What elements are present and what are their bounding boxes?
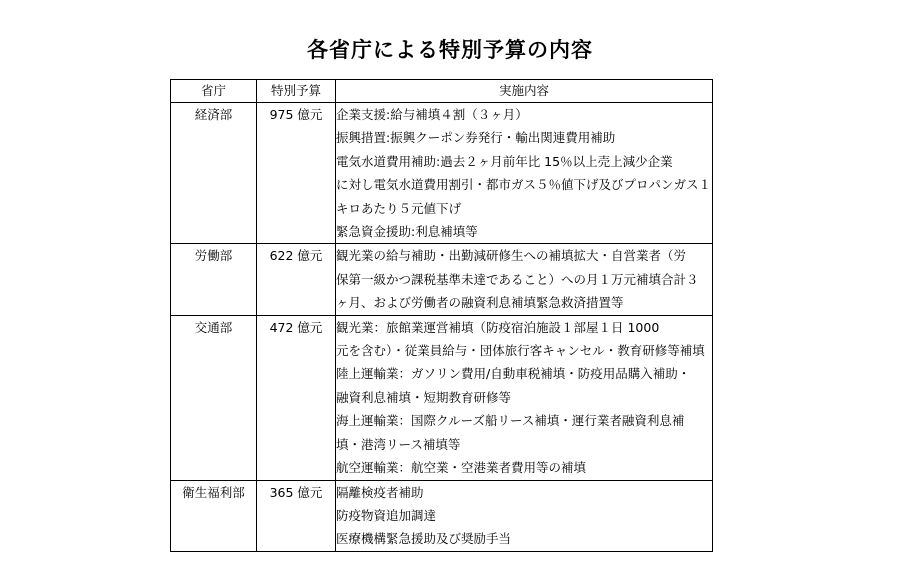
- page-title: 各省庁による特別予算の内容: [307, 38, 593, 62]
- table-row: [171, 103, 713, 244]
- table-row: [171, 244, 713, 315]
- ministry-cell: 経済部: [171, 103, 257, 244]
- amount-cell: 365 億元: [257, 480, 336, 551]
- content-line: 保第一級かつ課税基準未達であること）への月１万元補填合計３: [336, 271, 699, 287]
- table-row: [171, 480, 713, 551]
- content-cell: [336, 103, 713, 244]
- content-cell: [336, 480, 713, 551]
- table-row: [171, 315, 713, 480]
- table-header-row: [171, 80, 713, 103]
- header-ministry: 省庁: [171, 80, 257, 103]
- content-line: キロあたり５元値下げ: [336, 200, 462, 216]
- content-line: 填・港湾リース補填等: [336, 436, 461, 452]
- ministry-cell: 労働部: [171, 244, 257, 315]
- content-cell: [336, 315, 713, 480]
- content-line: 振興措置:振興クーポン券発行・輸出関連費用補助: [336, 130, 616, 146]
- content-line: ヶ月、および労働者の融資利息補填緊急救済措置等: [336, 295, 624, 311]
- content-line: 陸上運輸業：ガソリン費用/自動車税補填・防疫用品購入補助・: [336, 366, 691, 382]
- ministry-cell: 交通部: [171, 315, 257, 480]
- content-line: 観光業の給与補助・出勤減研修生への補填拡大・自営業者（労: [336, 248, 687, 264]
- content-line: 海上運輸業：国際クルーズ船リース補填・運行業者融資利息補: [336, 413, 685, 429]
- content-line: 防疫物資追加調達: [336, 507, 437, 523]
- content-cell: [336, 244, 713, 315]
- content-line: 医療機構緊急援助及び奨励手当: [336, 531, 512, 547]
- header-amount: 特別予算: [257, 80, 336, 103]
- content-line: 企業支援:給与補填４割（３ヶ月）: [336, 107, 528, 122]
- content-line: 元を含む）・従業員給与・団体旅行客キャンセル・教育研修等補填: [336, 343, 705, 359]
- amount-cell: 472 億元: [257, 315, 336, 480]
- budget-table: [170, 79, 713, 552]
- amount-cell: 622 億元: [257, 244, 336, 315]
- content-line: 緊急資金援助:利息補填等: [336, 224, 478, 240]
- content-line: に対し電気水道費用割引・都市ガス５％値下げ及びプロパンガス１: [336, 177, 712, 193]
- ministry-cell: 衛生福利部: [171, 480, 257, 551]
- content-line: 電気水道費用補助:過去２ヶ月前年比 15％以上売上減少企業: [336, 153, 673, 169]
- content-line: 融資利息補填・短期教育研修等: [336, 389, 512, 405]
- header-content: 実施内容: [336, 80, 713, 103]
- content-line: 観光業：旅館業運営補填（防疫宿泊施設１部屋１日 1000: [336, 319, 660, 335]
- content-line: 隔離検疫者補助: [336, 484, 424, 500]
- amount-cell: 975 億元: [257, 103, 336, 244]
- content-line: 航空運輸業：航空業・空港業者費用等の補填: [336, 460, 587, 476]
